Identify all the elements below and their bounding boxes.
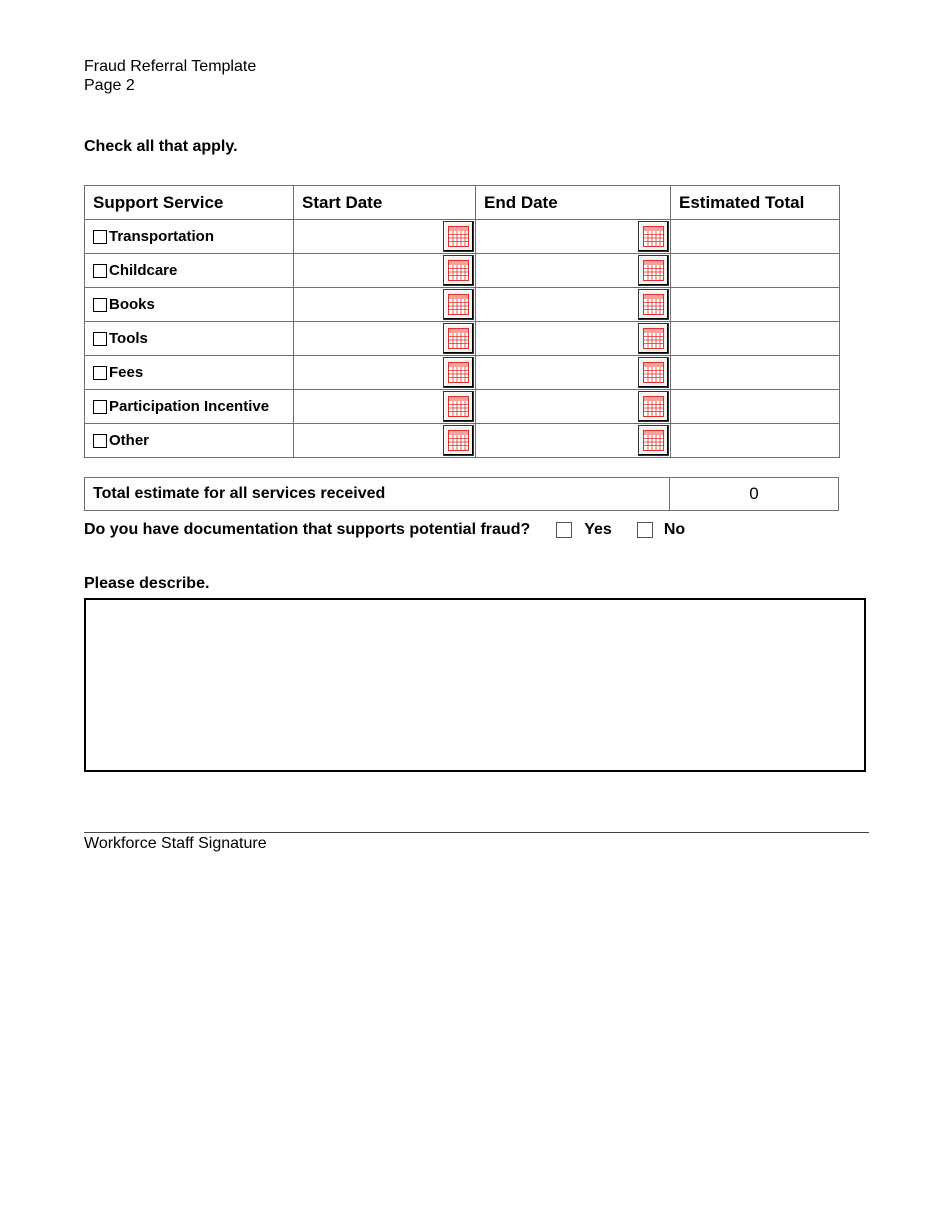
- start-date-field[interactable]: [294, 322, 476, 356]
- service-cell: [85, 356, 294, 390]
- yes-option[interactable]: [556, 521, 612, 539]
- start-date-calendar-button[interactable]: [443, 391, 474, 422]
- estimated-total-field[interactable]: [671, 356, 840, 390]
- start-date-field[interactable]: [294, 254, 476, 288]
- column-header-estimated-total: Estimated Total: [671, 186, 840, 220]
- support-services-table: [84, 185, 840, 458]
- table-row: [85, 220, 840, 254]
- calendar-icon: [643, 430, 664, 451]
- start-date-calendar-button[interactable]: [443, 255, 474, 286]
- column-header-start-date: Start Date: [294, 186, 476, 220]
- end-date-calendar-button[interactable]: [638, 357, 669, 388]
- start-date-field[interactable]: [294, 390, 476, 424]
- end-date-field[interactable]: [476, 356, 671, 390]
- service-label: Transportation: [109, 228, 215, 245]
- calendar-icon: [448, 430, 469, 451]
- documentation-question-text: Do you have documentation that supports potential fraud?: [84, 521, 531, 538]
- instruction-text: Check all that apply.: [84, 138, 238, 155]
- start-date-calendar-button[interactable]: [443, 221, 474, 252]
- estimated-total-field[interactable]: [671, 254, 840, 288]
- service-checkbox[interactable]: [93, 298, 107, 312]
- table-row: [85, 424, 840, 458]
- service-label: Participation Incentive: [109, 398, 270, 415]
- estimated-total-field[interactable]: [671, 390, 840, 424]
- end-date-calendar-button[interactable]: [638, 255, 669, 286]
- service-label: Tools: [109, 330, 148, 347]
- table-row: [85, 254, 840, 288]
- service-cell: [85, 424, 294, 458]
- service-label: Books: [109, 296, 155, 313]
- start-date-field[interactable]: [294, 288, 476, 322]
- start-date-calendar-button[interactable]: [443, 357, 474, 388]
- end-date-calendar-button[interactable]: [638, 425, 669, 456]
- service-checkbox[interactable]: [93, 400, 107, 414]
- page-header: [84, 57, 256, 95]
- yes-label: Yes: [584, 521, 612, 538]
- end-date-calendar-button[interactable]: [638, 323, 669, 354]
- calendar-icon: [448, 260, 469, 281]
- start-date-calendar-button[interactable]: [443, 323, 474, 354]
- documentation-question: [84, 521, 685, 539]
- end-date-field[interactable]: [476, 220, 671, 254]
- calendar-icon: [448, 226, 469, 247]
- calendar-icon: [643, 396, 664, 417]
- describe-textarea[interactable]: [84, 598, 866, 772]
- calendar-icon: [448, 294, 469, 315]
- column-header-service: Support Service: [85, 186, 294, 220]
- total-estimate-row: [84, 477, 839, 511]
- service-checkbox[interactable]: [93, 230, 107, 244]
- end-date-field[interactable]: [476, 322, 671, 356]
- service-cell: [85, 322, 294, 356]
- service-checkbox[interactable]: [93, 366, 107, 380]
- form-title: Fraud Referral Template: [84, 58, 257, 75]
- table-row: [85, 356, 840, 390]
- calendar-icon: [643, 328, 664, 349]
- calendar-icon: [643, 260, 664, 281]
- calendar-icon: [448, 362, 469, 383]
- service-checkbox[interactable]: [93, 434, 107, 448]
- calendar-icon: [643, 294, 664, 315]
- no-option[interactable]: [637, 521, 685, 539]
- total-estimate-label: Total estimate for all services received: [85, 478, 670, 510]
- estimated-total-field[interactable]: [671, 322, 840, 356]
- start-date-calendar-button[interactable]: [443, 289, 474, 320]
- end-date-calendar-button[interactable]: [638, 391, 669, 422]
- end-date-field[interactable]: [476, 254, 671, 288]
- table-row: [85, 322, 840, 356]
- column-header-end-date: End Date: [476, 186, 671, 220]
- end-date-calendar-button[interactable]: [638, 221, 669, 252]
- end-date-field[interactable]: [476, 288, 671, 322]
- calendar-icon: [643, 226, 664, 247]
- estimated-total-field[interactable]: [671, 288, 840, 322]
- service-cell: [85, 220, 294, 254]
- table-row: [85, 288, 840, 322]
- service-cell: [85, 288, 294, 322]
- signature-line: [84, 832, 869, 833]
- start-date-field[interactable]: [294, 424, 476, 458]
- calendar-icon: [643, 362, 664, 383]
- service-label: Other: [109, 432, 150, 449]
- start-date-calendar-button[interactable]: [443, 425, 474, 456]
- service-label: Childcare: [109, 262, 178, 279]
- signature-label: Workforce Staff Signature: [84, 835, 267, 852]
- total-estimate-value: 0: [749, 484, 759, 503]
- estimated-total-field[interactable]: [671, 220, 840, 254]
- describe-label: Please describe.: [84, 575, 210, 592]
- start-date-field[interactable]: [294, 220, 476, 254]
- service-cell: [85, 390, 294, 424]
- start-date-field[interactable]: [294, 356, 476, 390]
- end-date-field[interactable]: [476, 424, 671, 458]
- service-checkbox[interactable]: [93, 264, 107, 278]
- table-header-row: [85, 186, 840, 220]
- estimated-total-field[interactable]: [671, 424, 840, 458]
- end-date-calendar-button[interactable]: [638, 289, 669, 320]
- no-label: No: [663, 521, 686, 538]
- service-checkbox[interactable]: [93, 332, 107, 346]
- end-date-field[interactable]: [476, 390, 671, 424]
- calendar-icon: [448, 328, 469, 349]
- table-row: [85, 390, 840, 424]
- service-cell: [85, 254, 294, 288]
- page-number: Page 2: [84, 77, 135, 94]
- calendar-icon: [448, 396, 469, 417]
- no-checkbox[interactable]: [637, 522, 653, 538]
- service-label: Fees: [109, 364, 144, 381]
- yes-checkbox[interactable]: [556, 522, 572, 538]
